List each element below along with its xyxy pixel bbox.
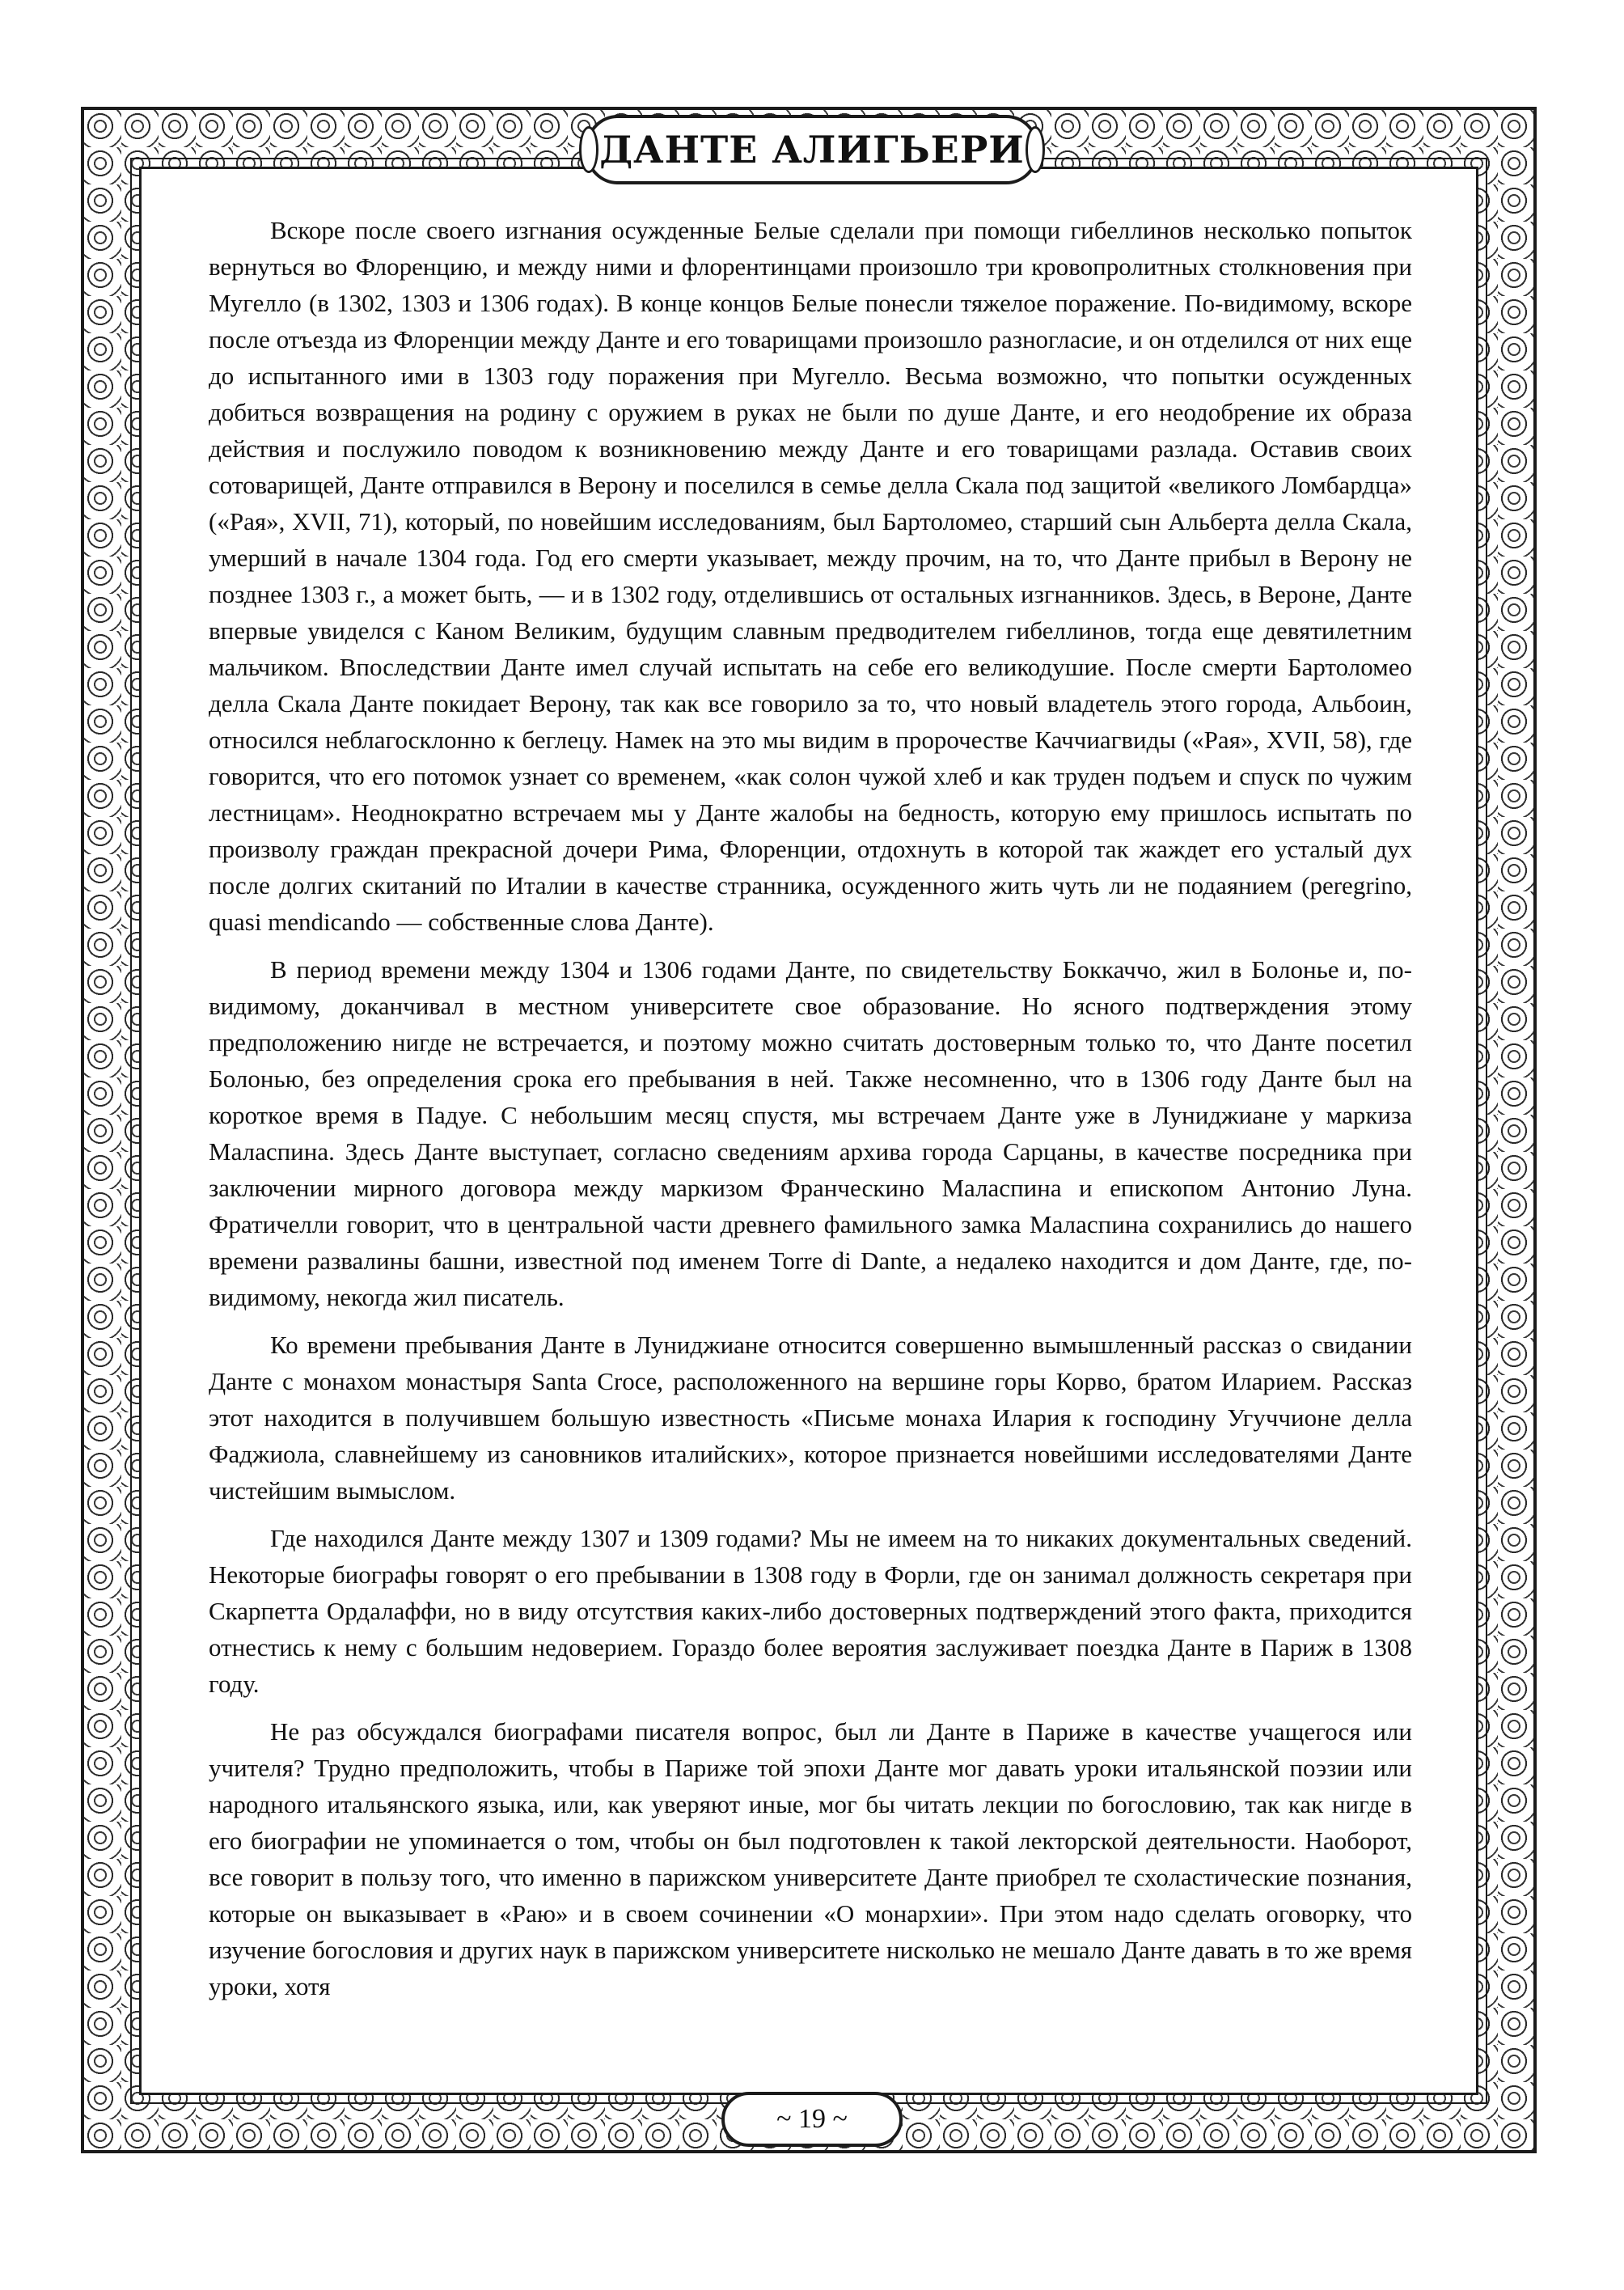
paragraph: Ко времени пребывания Данте в Луниджиане относится совершенно вымышленный рассказ о свидании Данте с монахом монастыря Santa Croce, расположенного на вершине горы Корво, братом Иларием. Рассказ этот находится в получившем большую известность «Письме монаха Илария к господину Угуччионе делла Фаджиола, славнейшему из сановников италийских», которое признается новейшими исследователями Данте чистейшим вымыслом. — [209, 1331, 1412, 1505]
title-cartouche — [586, 115, 1038, 184]
paragraph: Где находился Данте между 1307 и 1309 годами? Мы не имеем на то никаких документальных сведений. Некоторые биографы говорят о его пребывании в 1308 году в Форли, где он занимал должность секретаря при Скарпетта Ордалаффи, но в виду отсутствия каких-либо достоверных подтверждений этого факта, приходится отнестись к нему с большим недоверием. Гораздо более вероятия заслуживает поездка Данте в Париж в 1308 году. — [209, 1524, 1412, 1698]
paragraph: Вскоре после своего изгнания осужденные Белые сделали при помощи гибеллинов несколько попыток вернуться во Флоренцию, и между ними и флорентинцами произошло три кровопролитных столкновения при Мугелло (в 1302, 1303 и 1306 годах). В конце концов Белые понесли тяжелое поражение. По-видимому, вскоре после отъезда из Флоренции между Данте и его товарищами произошло разногласие, и он отделился от них еще до испытанного ими в 1303 году поражения при Мугелло. Весьма возможно, что попытки осужденных добиться возвращения на родину с оружием в руках не были по душе Данте, и его неодобрение их образа действия и послужило поводом к возникновению между Данте и его товарищами разлада. Оставив своих сотоварищей, Данте отправился в Верону и поселился в семье делла Скала под защитой «великого Ломбардца» («Рая», XVII, 71), который, по новейшим исследованиям, был Бартоломео, старший сын Альберта делла Скала, умерший в начале 1304 года. Год его смерти указывает, между прочим, на то, что Данте прибыл в Верону не позднее 1303 г., а может быть, — и в 1302 году, отделившись от остальных изгнанников. Здесь, в Вероне, Данте впервые увиделся с Каном Великим, будущим славным предводителем гибеллинов, тогда еще девятилетним мальчиком. Впоследствии Данте имел случай испытать на себе его великодушие. После смерти Бартоломео делла Скала Данте покидает Верону, так как все говорило за то, что новый владетель этого города, Альбоин, относился неблагосклонно к беглецу. Намек на это мы видим в пророчестве Каччиагвиды («Рая», XVII, 58), где говорится, что его потомок узнает со временем, «как солон чужой хлеб и как труден подъем и спуск по чужим лестницам». Неоднократно встречаем мы у Данте жалобы на бедность, которую ему пришлось испытать по произволу граждан прекрасной дочери Рима, Флоренции, отдохнуть в которой так жаждет его усталый дух после долгих скитаний по Италии в качестве странника, осужденного жить чуть ли не подаянием (peregrino, quasi mendicando — собственные слова Данте). — [209, 216, 1412, 936]
page-title: ДАНТЕ АЛИГЬЕРИ — [599, 128, 1025, 171]
paragraph: В период времени между 1304 и 1306 годами Данте, по свидетельству Боккаччо, жил в Болонье и, по-видимому, доканчивал в местном университете свое образование. Но ясного подтверждения этому предположению нигде не встречается, и поэтому можно считать достоверным только то, что Данте посетил Болонью, без определения срока его пребывания в ней. Также несомненно, что в 1306 году Данте был на короткое время в Падуе. С небольшим месяц спустя, мы встречаем Данте уже в Луниджиане у маркиза Маласпина. Здесь Данте выступает, согласно сведениям архива города Сарцаны, в качестве посредника при заключении мирного договора между маркизом Франческино Маласпина и епископом Антонио Луна. Фратичелли говорит, что в центральной части древнего фамильного замка Маласпина сохранились до нашего времени развалины башни, известной под именем Torre di Dante, а недалеко находится и дом Данте, где, по-видимому, некогда жил писатель. — [209, 955, 1412, 1311]
page-number-cartouche — [721, 2092, 903, 2147]
page-number: ~ 19 ~ — [776, 2104, 848, 2134]
article-body — [209, 212, 1412, 2016]
paragraph: Не раз обсуждался биографами писателя вопрос, был ли Данте в Париже в качестве учащегося или учителя? Трудно предположить, чтобы в Париже той эпохи Данте мог давать уроки итальянской поэзии или народного итальянского языка, или, как уверяют иные, мог бы читать лекции по богословию, так как нигде в его биографии не упоминается о том, чтобы он был подготовлен к такой лекторской деятельности. Наоборот, все говорит в пользу того, что именно в парижском университете Данте приобрел те схоластические познания, которые он выказывает в «Раю» и в своем сочинении «О монархии». При этом надо сделать оговорку, что изучение богословия и других наук в парижском университете нисколько не мешало Данте давать в то же время уроки, хотя — [209, 1717, 1412, 2000]
